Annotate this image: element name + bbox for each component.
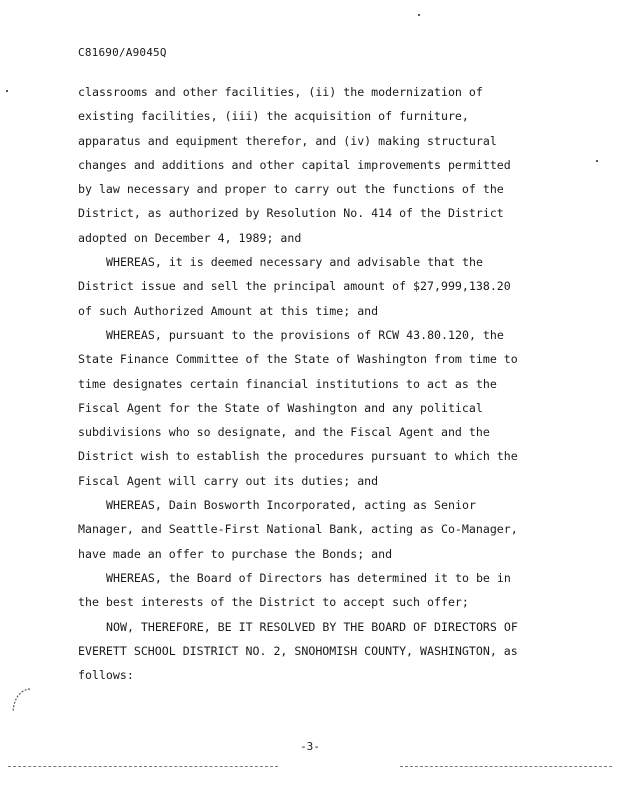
text-line: NOW, THEREFORE, BE IT RESOLVED BY THE BOARD OF DIRECTORS OF [106, 619, 518, 634]
text-line: the best interests of the District to accept such offer; [78, 595, 469, 610]
resolution-body [78, 84, 548, 691]
text-line: District issue and sell the principal amount of $27,999,138.20 [78, 279, 511, 294]
text-line: Manager, and Seattle-First National Bank, acting as Co-Manager, [78, 522, 518, 537]
text-line: existing facilities, (iii) the acquisition of furniture, [78, 109, 469, 124]
scan-speck [418, 14, 420, 16]
text-line: time designates certain financial institutions to act as the [78, 376, 497, 391]
text-line: follows: [78, 668, 134, 683]
margin-mark [8, 686, 38, 716]
text-line: of such Authorized Amount at this time; and [78, 303, 379, 318]
text-line: by law necessary and proper to carry out the functions of the [78, 182, 504, 197]
text-line: District, as authorized by Resolution No. 414 of the District [78, 206, 504, 221]
page-number: -3- [300, 740, 320, 753]
text-line: WHEREAS, pursuant to the provisions of RCW 43.80.120, the [106, 327, 504, 342]
text-line: Fiscal Agent for the State of Washington and any political [78, 400, 483, 415]
text-line: changes and additions and other capital improvements permitted [78, 157, 511, 172]
text-line: apparatus and equipment therefor, and (iv) making structural [78, 133, 497, 148]
text-line: WHEREAS, Dain Bosworth Incorporated, acting as Senior [106, 498, 476, 513]
scan-rule-left [8, 766, 278, 767]
text-line: subdivisions who so designate, and the Fiscal Agent and the [78, 425, 490, 440]
text-line: Fiscal Agent will carry out its duties; and [78, 473, 379, 488]
scan-speck [596, 160, 598, 162]
scan-rule-right [400, 766, 612, 767]
text-line: WHEREAS, the Board of Directors has determined it to be in [106, 570, 511, 585]
document-id: C81690/A9045Q [78, 46, 167, 59]
text-line: EVERETT SCHOOL DISTRICT NO. 2, SNOHOMISH COUNTY, WASHINGTON, as [78, 643, 518, 658]
scan-speck [6, 90, 8, 92]
text-line: State Finance Committee of the State of Washington from time to [78, 352, 518, 367]
text-line: have made an offer to purchase the Bonds; and [78, 546, 393, 561]
text-line: District wish to establish the procedures pursuant to which the [78, 449, 518, 464]
text-line: classrooms and other facilities, (ii) the modernization of [78, 85, 483, 99]
text-line: adopted on December 4, 1989; and [78, 230, 302, 245]
text-line: WHEREAS, it is deemed necessary and advisable that the [106, 255, 483, 270]
